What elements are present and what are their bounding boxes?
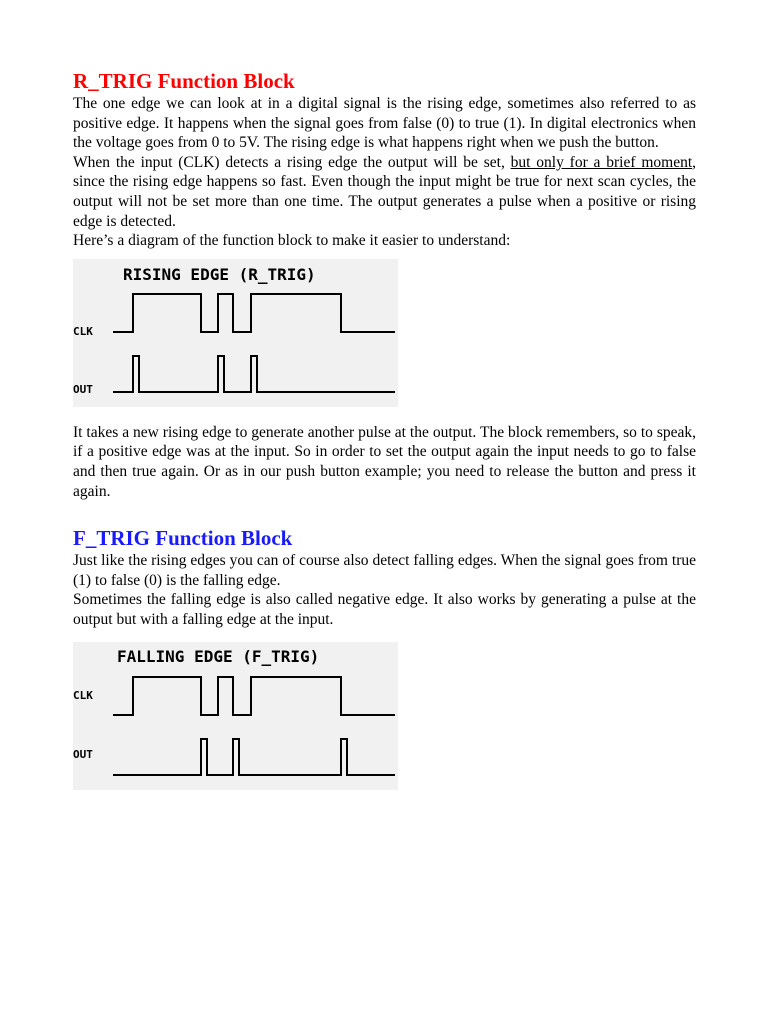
out-label: OUT xyxy=(73,747,93,761)
r-trig-p2-before: When the input (CLK) detects a rising edge the output will be set, xyxy=(73,153,511,171)
out-label: OUT xyxy=(73,382,93,396)
clk-label: CLK xyxy=(73,324,93,338)
f-trig-paragraph-2: Sometimes the falling edge is also called negative edge. It also works by generating a pulse at the output but with a falling edge at the input. xyxy=(73,591,696,628)
falling-edge-diagram xyxy=(73,642,403,792)
r-trig-paragraph-4: It takes a new rising edge to generate another pulse at the output. The block remembers, so to speak, if a positive edge was at the input. So in order to set the output again the input needs to go to false and then true again. Or as in our push button example; you need to release the button and press it again. xyxy=(73,423,696,500)
r-trig-paragraph-2 xyxy=(73,153,696,231)
diagram-title: FALLING EDGE (F_TRIG) xyxy=(117,646,320,666)
r-trig-heading: R_TRIG Function Block xyxy=(73,69,295,93)
diagram-title: RISING EDGE (R_TRIG) xyxy=(123,264,316,284)
f-trig-paragraph-1: Just like the rising edges you can of course also detect falling edges. When the signal goes from true (1) to false (0) is the falling edge. xyxy=(73,552,696,589)
clk-label: CLK xyxy=(73,688,93,702)
r-trig-p2-after: , since the rising edge happens so fast. Even though the input might be true for next scan cycles, the output will not be set more than one time. The output generates a pulse when a positive or rising edge is detected. xyxy=(73,153,697,230)
document-page xyxy=(73,68,696,792)
r-trig-p2-underlined: but only for a brief moment xyxy=(510,153,693,171)
f-trig-heading: F_TRIG Function Block xyxy=(73,526,293,551)
rising-edge-diagram xyxy=(73,259,403,409)
r-trig-paragraph-1: The one edge we can look at in a digital signal is the rising edge, sometimes also referred to as positive edge. It happens when the signal goes from false (0) to true (1). In digital electronics when the voltage goes from 0 to 5V. The rising edge is what happens right when we push the button. xyxy=(73,95,696,152)
r-trig-paragraph-3: Here’s a diagram of the function block to make it easier to understand: xyxy=(73,232,511,250)
